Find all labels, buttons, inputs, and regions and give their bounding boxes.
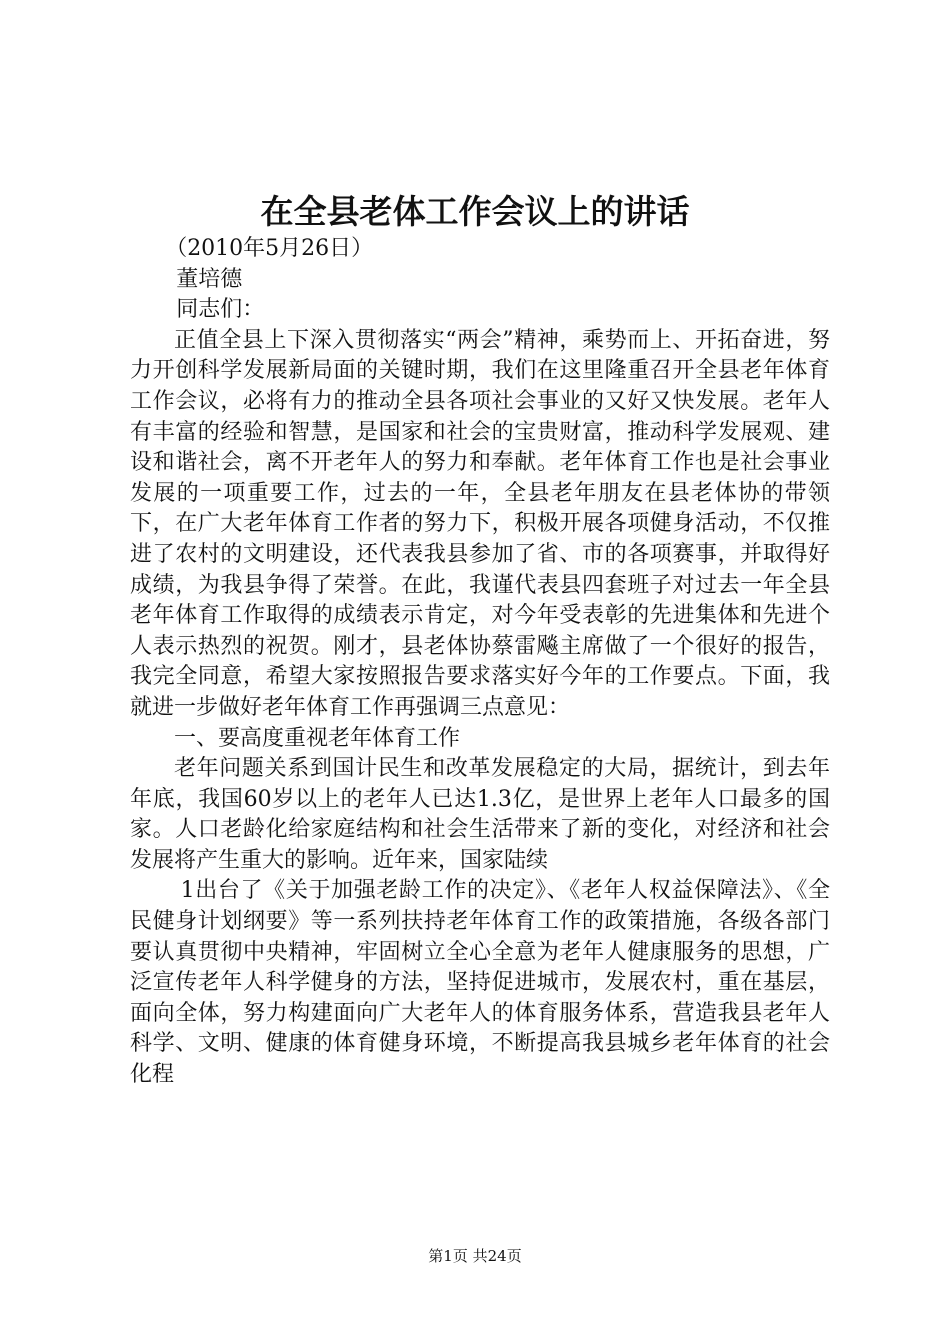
document-title: 在全县老体工作会议上的讲话 — [260, 192, 690, 231]
date-line: （2010年5月26日） — [165, 236, 374, 261]
salutation: 同志们： — [176, 297, 265, 323]
page-footer: 第1页 共24页 — [428, 1247, 522, 1265]
document-body — [130, 234, 830, 1091]
section-heading-1: 一、要高度重视老年体育工作 — [174, 725, 461, 751]
paragraph-aging: 老年问题关系到国计民生和改革发展稳定的大局，据统计，到去年年底，我国60岁以上的老年人已达1.3亿，是世界上老年人口最多的国家。人口老龄化给家庭结构和社会生活带来了新的变化，对经济和社会发展将产生重大的影响。近年来，国家陆续 — [130, 756, 830, 873]
author-line: 董培德 — [176, 266, 243, 292]
paragraph-intro: 正值全县上下深入贯彻落实“两会”精神，乘势而上、开拓奋进，努力开创科学发展新局面的关键时期，我们在这里隆重召开全县老年体育工作会议，必将有力的推动全县各项社会事业的又好又快发展。老年人有丰富的经验和智慧，是国家和社会的宝贵财富，推动科学发展观、建设和谐社会，离不开老年人的努力和奉献。老年体育工作也是社会事业发展的一项重要工作，过去的一年，全县老年朋友在县老体协的带领下，在广大老年体育工作者的努力下，积极开展各项健身活动，不仅推进了农村的文明建设，还代表我县参加了省、市的各项赛事，并取得好成绩，为我县争得了荣誉。在此，我谨代表县四套班子对过去一年全县老年体育工作取得的成绩表示肯定，对今年受表彰的先进集体和先进个人表示热烈的祝贺。刚才，县老体协蔡雷飚主席做了一个很好的报告，我完全同意，希望大家按照报告要求落实好今年的工作要点。下面，我就进一步做好老年体育工作再强调三点意见： — [130, 327, 830, 720]
paragraph-policy: 1出台了《关于加强老龄工作的决定》、《老年人权益保障法》、《全民健身计划纲要》等一系列扶持老年体育工作的政策措施，各级各部门要认真贯彻中央精神，牢固树立全心全意为老年人健康服务的思想，广泛宣传老年人科学健身的方法，坚持促进城市，发展农村，重在基层，面向全体，努力构建面向广大老年人的体育服务体系，营造我县老年人科学、文明、健康的体育健身环境，不断提高我县城乡老年体育的社会化程 — [130, 878, 830, 1088]
